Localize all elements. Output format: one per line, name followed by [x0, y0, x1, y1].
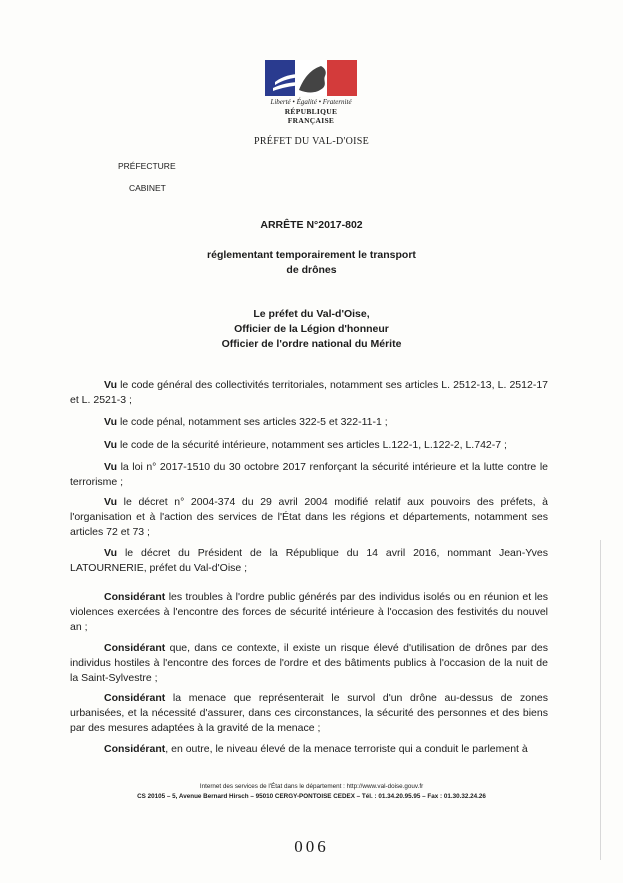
paragraph-text: le code de la sécurité intérieure, notamment ses articles L.122-1, L.122-2, L.742-7 ; [117, 439, 507, 451]
paragraph-vu-cgct [70, 378, 548, 408]
department-line-prefecture: PRÉFECTURE [118, 161, 176, 171]
paragraph-lead: Vu [104, 379, 118, 391]
authority-line-3: Officier de l'ordre national du Mérite [221, 338, 402, 350]
authority-titles [0, 307, 623, 352]
subject-line-2: de drônes [286, 264, 337, 276]
arrete-subject [0, 248, 623, 278]
marianne-logo-icon [265, 60, 357, 96]
paragraph-text: le décret n° 2004-374 du 29 avril 2004 modifié relatif aux pouvoirs des préfets, à l'organisation et à l'action des services de l'État dans les régions et départements, notamment ses articles 72 et 73 ; [70, 496, 548, 538]
republic-motto: Liberté • Égalité • Fraternité [270, 98, 352, 106]
paragraph-lead: Vu [104, 439, 118, 451]
prefet-header: PRÉFET DU VAL-D'OISE [253, 136, 370, 147]
paragraph-text: le code pénal, notamment ses articles 322-5 et 322-11-1 ; [117, 416, 388, 428]
paragraph-text: le décret du Président de la République du 14 avril 2016, nommant Jean-Yves LATOURNERIE, préfet du Val-d'Oise ; [70, 547, 548, 574]
paragraph-lead: Vu [104, 496, 118, 508]
paragraph-considerant-menace [70, 691, 548, 736]
department-line-cabinet: CABINET [129, 183, 166, 193]
page-number: 006 [294, 837, 329, 856]
paragraph-lead: Considérant [104, 692, 166, 704]
paragraph-vu-decret-2004 [70, 495, 548, 540]
scan-edge-divider [600, 540, 601, 860]
paragraph-text: les troubles à l'ordre public générés par des individus isolés ou en réunion et les violences exercées à l'encontre des forces de sécurité intérieure à l'occasion des festivités du nouvel an ; [70, 591, 548, 633]
paragraph-vu-code-penal [70, 415, 548, 430]
arrete-title: ARRÊTE N°2017-802 [260, 219, 363, 231]
page-footer [0, 782, 623, 802]
subject-line-1: réglementant temporairement le transport [207, 249, 416, 261]
authority-line-2: Officier de la Légion d'honneur [234, 323, 389, 335]
paragraph-considerant-risque [70, 641, 548, 686]
paragraph-considerant-terroriste [70, 742, 548, 757]
paragraph-text: , en outre, le niveau élevé de la menace terroriste qui a conduit le parlement à [165, 743, 528, 755]
paragraph-lead: Vu [104, 416, 118, 428]
paragraph-text: la menace que représenterait le survol d'un drône au-dessus de zones urbanisées, et la nécessité d'assurer, dans ces circonstances, la sécurité des personnes et des biens par des mesures adaptées à la gravité de la menace ; [70, 692, 548, 734]
paragraph-lead: Considérant [104, 642, 166, 654]
paragraph-text: la loi n° 2017-1510 du 30 octobre 2017 renforçant la sécurité intérieure et la lutte contre le terrorisme ; [70, 461, 548, 488]
paragraph-lead: Vu [104, 461, 118, 473]
footer-address: CS 20105 – 5, Avenue Bernard Hirsch – 95010 CERGY-PONTOISE CEDEX – Tél. : 01.34.20.95.95 – Fax : 01.30.32.24.26 [137, 793, 486, 800]
authority-line-1: Le préfet du Val-d'Oise, [253, 308, 370, 320]
republic-name: RÉPUBLIQUE FRANÇAISE [284, 107, 338, 125]
paragraph-lead: Considérant [104, 591, 166, 603]
paragraph-vu-decret-2016 [70, 546, 548, 576]
paragraph-lead: Vu [104, 547, 118, 559]
footer-website: Internet des services de l'État dans le département : http://www.val-doise.gouv.fr [199, 783, 424, 790]
paragraph-text: que, dans ce contexte, il existe un risque élevé d'utilisation de drônes par des individus hostiles à l'encontre des forces de l'ordre et des bâtiments publics à l'occasion de la nuit de la Saint-Sylvestre ; [70, 642, 548, 684]
department-block [118, 161, 176, 205]
paragraph-lead: Considérant [104, 743, 166, 755]
paragraph-text: le code général des collectivités territoriales, notamment ses articles L. 2512-13, L. 2512-17 et L. 2521-3 ; [70, 379, 548, 406]
paragraph-considerant-troubles [70, 590, 548, 635]
paragraph-vu-csi [70, 438, 548, 453]
republic-logo [261, 60, 361, 125]
paragraph-vu-loi [70, 460, 548, 490]
